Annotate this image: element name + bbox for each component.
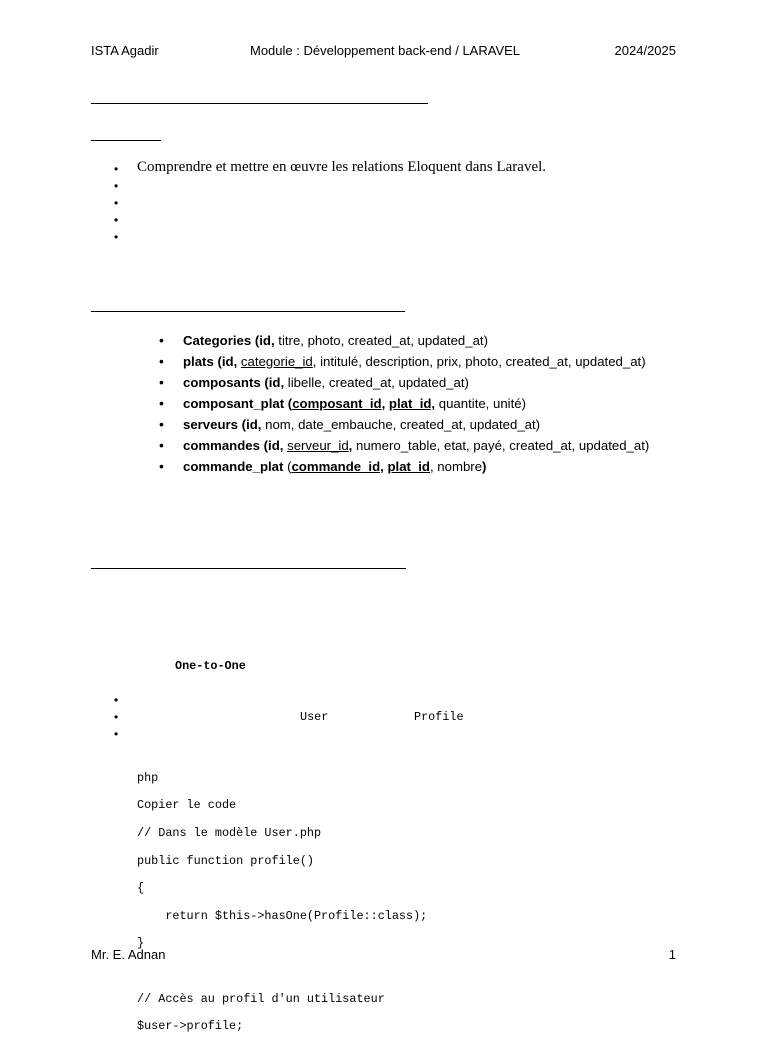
header-module: Module : Développement back-end / LARAVEL xyxy=(250,43,521,58)
code-line: Copier le code xyxy=(137,798,237,813)
table-serveurs: • serveurs (id, nom, date_embauche, created_at, updated_at) xyxy=(159,414,676,435)
objective-bullet-4: • xyxy=(114,213,119,227)
code-line: return $this->hasOne(Profile::class); xyxy=(137,908,428,923)
code-block xyxy=(137,758,427,1048)
code-line xyxy=(137,965,427,979)
table-categories: • Categories (id, titre, photo, created_at, updated_at) xyxy=(159,330,676,351)
table-composants: • composants (id, libelle, created_at, updated_at) xyxy=(159,372,676,393)
relation-bullet-2: • xyxy=(114,710,119,724)
table-plats: • plats (id, categorie_id, intitulé, description, prix, photo, created_at, updated_at) xyxy=(159,351,676,372)
objective-item-1: Comprendre et mettre en œuvre les relations Eloquent dans Laravel. xyxy=(137,159,547,175)
schema-heading-underline xyxy=(91,311,405,312)
table-commande-plat: • commande_plat (commande_id, plat_id, nombre) xyxy=(159,456,676,477)
table-commandes: • commandes (id, serveur_id, numero_table, etat, payé, created_at, updated_at) xyxy=(159,435,676,456)
title-underline xyxy=(91,103,428,104)
objective-bullet-3: • xyxy=(114,196,119,210)
relation-bullet-1: • xyxy=(114,693,119,707)
schema-list xyxy=(159,330,676,477)
code-line: $user->profile; xyxy=(137,1019,244,1034)
header-institution: ISTA Agadir xyxy=(91,43,159,58)
code-line: // Accès au profil d'un utilisateur xyxy=(137,991,385,1006)
code-line: public function profile() xyxy=(137,853,314,868)
header-year: 2024/2025 xyxy=(614,43,676,58)
footer-author: Mr. E. Adnan xyxy=(91,947,166,962)
objective-bullet-1: • xyxy=(114,162,119,176)
code-line: // Dans le modèle User.php xyxy=(137,825,322,840)
one-to-one-label: One-to-One xyxy=(175,659,246,673)
relations-heading-underline xyxy=(91,568,406,569)
relation-profile-model: Profile xyxy=(414,710,464,724)
code-line: { xyxy=(137,881,145,896)
objectives-heading-underline xyxy=(91,140,161,141)
relation-bullet-3: • xyxy=(114,727,119,741)
footer-page-number: 1 xyxy=(668,947,676,962)
relation-user-model: User xyxy=(300,710,329,724)
objective-bullet-2: • xyxy=(114,179,119,193)
objective-bullet-5: • xyxy=(114,230,119,244)
code-line: } xyxy=(137,936,145,951)
table-composant-plat: • composant_plat (composant_id, plat_id, quantite, unité) xyxy=(159,393,676,414)
code-line: php xyxy=(137,770,159,785)
